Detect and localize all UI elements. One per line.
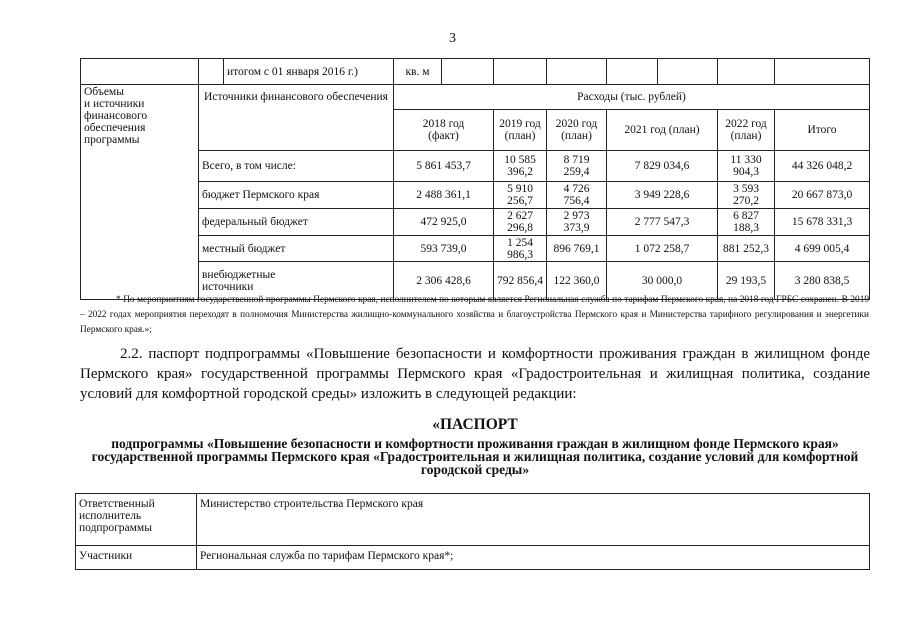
year-header-2021: 2021 год (план) — [607, 110, 718, 151]
year-header-2020: 2020 год (план) — [547, 110, 607, 151]
cell-value: 881 252,3 — [718, 236, 775, 262]
cell-value: 15 678 331,3 — [775, 209, 870, 236]
passport-title: «ПАСПОРТ — [432, 416, 518, 433]
cell-value: 2 488 361,1 — [394, 182, 494, 209]
cell-value: 8 719 259,4 — [547, 151, 607, 182]
cell-value: 3 280 838,5 — [775, 262, 870, 300]
table-row — [81, 85, 870, 110]
passport-subtitle: подпрограммы «Повышение безопасности и комфортности проживания граждан в жилищном фонде Пермского края» государственной программы Пермского края «Градостроительная и жилищная политика, создание условий для комфортной городской среды» — [91, 436, 859, 477]
cell-value: 7 829 034,6 — [607, 151, 718, 182]
first-row-unit: кв. м — [394, 59, 442, 85]
year-header-2019: 2019 год (план) — [494, 110, 547, 151]
table-row — [76, 494, 870, 546]
cell-value: 44 326 048,2 — [775, 151, 870, 182]
year-header-2018: 2018 год (факт) — [394, 110, 494, 151]
row-label: Участники — [76, 546, 197, 570]
row-value: Министерство строительства Пермского края — [197, 494, 870, 546]
row-value: Региональная служба по тарифам Пермского края*; — [197, 546, 870, 570]
row-label: Всего, в том числе: — [199, 151, 394, 182]
table-row — [81, 209, 870, 236]
program-financing-label: Объемы и источники финансового обеспечения программы — [81, 85, 199, 300]
cell-value: 30 000,0 — [607, 262, 718, 300]
sources-header: Источники финансового обеспечения — [199, 85, 394, 151]
cell-value: 3 949 228,6 — [607, 182, 718, 209]
table-row — [76, 546, 870, 570]
cell-value: 792 856,4 — [494, 262, 547, 300]
cell-value: 20 667 873,0 — [775, 182, 870, 209]
cell-value: 2 777 547,3 — [607, 209, 718, 236]
cell-value: 1 254 986,3 — [494, 236, 547, 262]
financing-table — [80, 58, 870, 300]
year-header-total: Итого — [775, 110, 870, 151]
table-row — [81, 236, 870, 262]
cell-value: 11 330 904,3 — [718, 151, 775, 182]
cell-value: 122 360,0 — [547, 262, 607, 300]
page-number: 3 — [449, 31, 456, 46]
cell-value: 10 585 396,2 — [494, 151, 547, 182]
cell-value: 5 861 453,7 — [394, 151, 494, 182]
cell-value: 4 726 756,4 — [547, 182, 607, 209]
year-header-2022: 2022 год (план) — [718, 110, 775, 151]
first-row-text: итогом с 01 января 2016 г.) — [224, 59, 394, 85]
footnote: * По мероприятиям государственной программы Пермского края, исполнителем по которым является Региональная служба по тарифам Пермского края, на 2018 год ГРБС сохранен. В 2019 – 2022 годах мероприятия переходят в полномочия Министерства жилищно-коммунального хозяйства и благоустройства Пермского края и Министерства тарифного регулирования и энергетики Пермского края.»; — [80, 295, 869, 335]
cell-value: 4 699 005,4 — [775, 236, 870, 262]
cell-value: 593 739,0 — [394, 236, 494, 262]
row-label: бюджет Пермского края — [199, 182, 394, 209]
row-label: внебюджетные источники — [199, 262, 394, 300]
cell-value: 2 627 296,8 — [494, 209, 547, 236]
passport-table — [75, 493, 870, 570]
amendment-paragraph: 2.2. паспорт подпрограммы «Повышение безопасности и комфортности проживания граждан в жилищном фонде Пермского края» государственной программы Пермского края «Градостроительная и жилищная политика, создание условий для комфортной городской среды» изложить в следующей редакции: — [80, 346, 870, 402]
cell-value: 1 072 258,7 — [607, 236, 718, 262]
table-row — [81, 182, 870, 209]
cell-value: 5 910 256,7 — [494, 182, 547, 209]
cell-value: 2 973 373,9 — [547, 209, 607, 236]
table-row — [81, 59, 870, 85]
row-label: федеральный бюджет — [199, 209, 394, 236]
cell-value: 2 306 428,6 — [394, 262, 494, 300]
table-row — [81, 151, 870, 182]
expenses-header: Расходы (тыс. рублей) — [394, 85, 870, 110]
cell-value: 3 593 270,2 — [718, 182, 775, 209]
cell-value: 472 925,0 — [394, 209, 494, 236]
row-label: Ответственный исполнитель подпрограммы — [76, 494, 197, 546]
row-label: местный бюджет — [199, 236, 394, 262]
cell-value: 896 769,1 — [547, 236, 607, 262]
cell-value: 6 827 188,3 — [718, 209, 775, 236]
cell-value: 29 193,5 — [718, 262, 775, 300]
